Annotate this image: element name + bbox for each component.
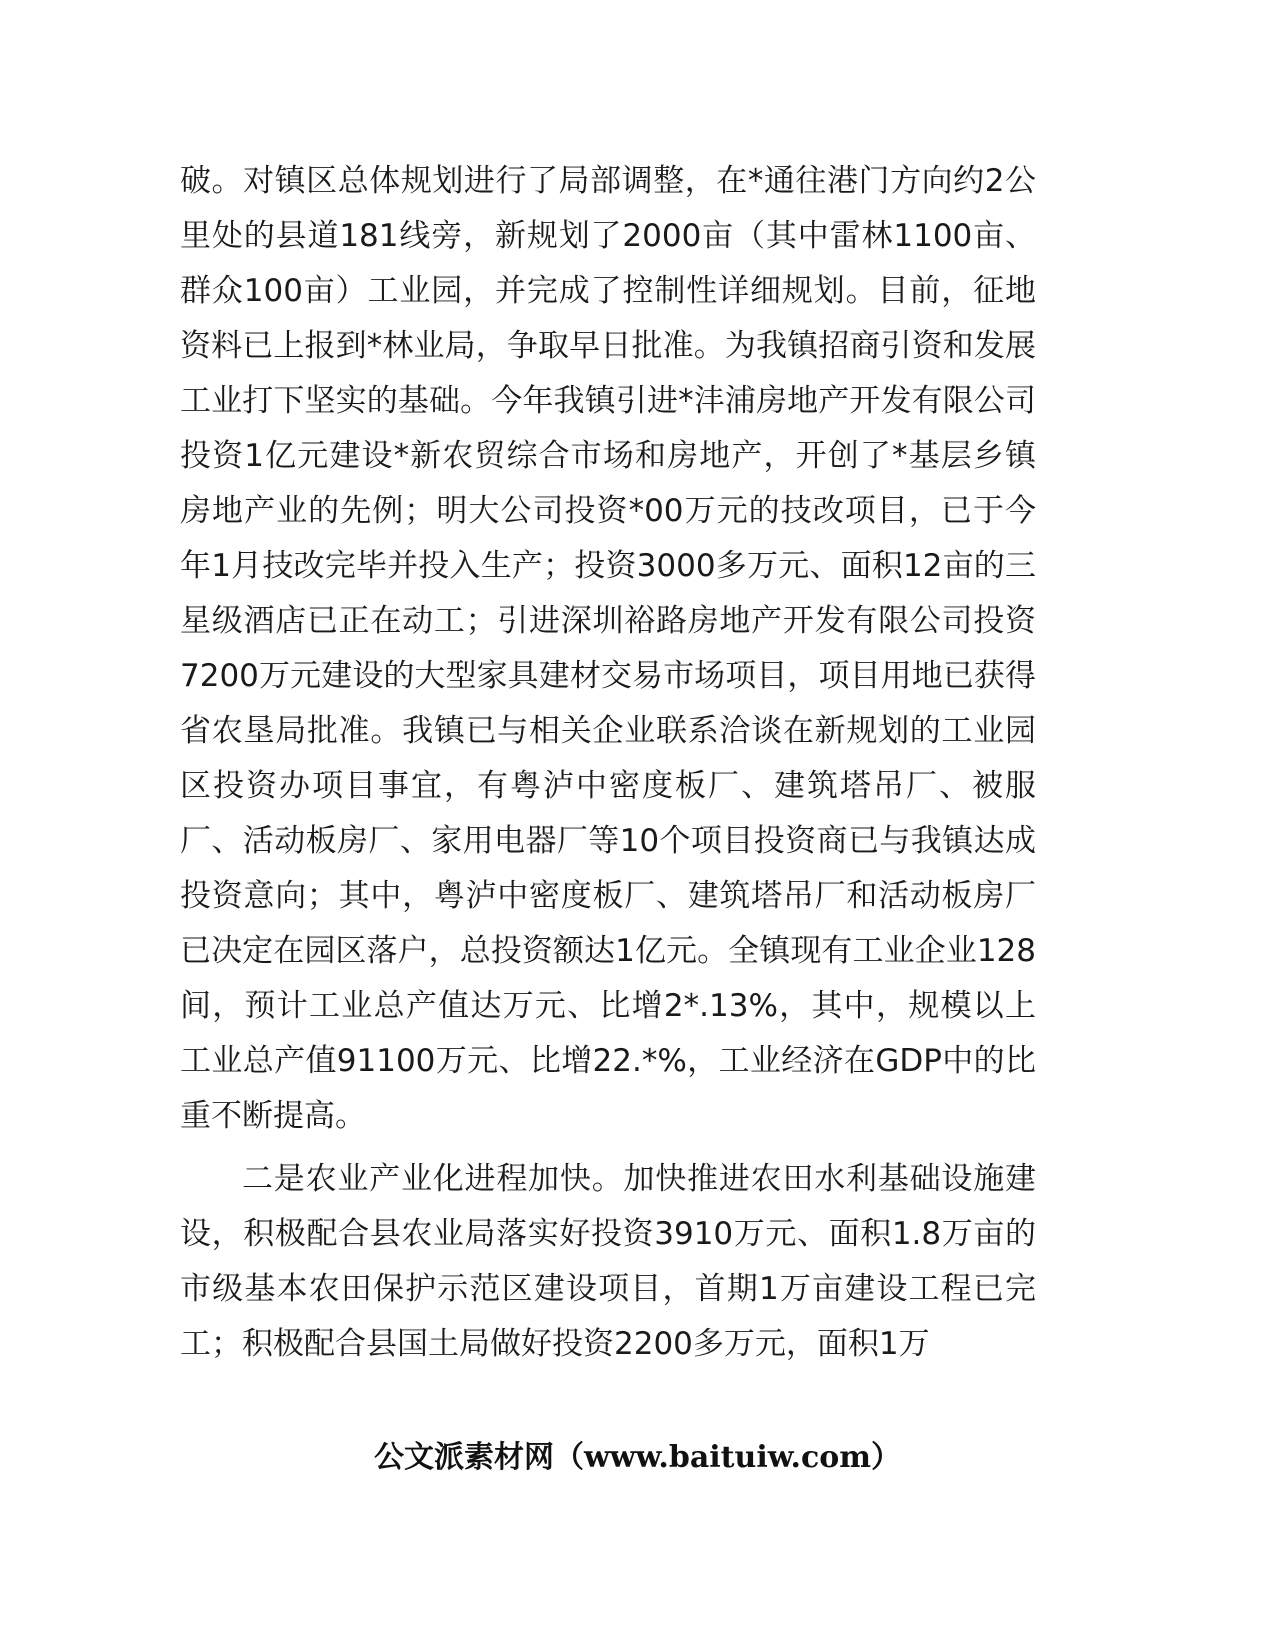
paragraph-continuation: 破。对镇区总体规划进行了局部调整，在*通往港门方向约2公里处的县道181线旁，新规划了2000亩（其中雷林1100亩、群众100亩）工业园，并完成了控制性详细规划。目前，征地资料已上报到*林业局，争取早日批准。为我镇招商引资和发展工业打下坚实的基础。今年我镇引进*沣浦房地产开发有限公司投资1亿元建设*新农贸综合市场和房地产，开创了*基层乡镇房地产业的先例；明大公司投资*00万元的技改项目，已于今年1月技改完毕并投入生产；投资3000多万元、面积12亩的三星级酒店已正在动工；引进深圳裕路房地产开发有限公司投资7200万元建设的大型家具建材交易市场项目，项目用地已获得省农垦局批准。我镇已与相关企业联系洽谈在新规划的工业园区投资办项目事宜，有粤泸中密度板厂、建筑塔吊厂、被服厂、活动板房厂、家用电器厂等10个项目投资商已与我镇达成投资意向；其中，粤泸中密度板厂、建筑塔吊厂和活动板房厂已决定在园区落户，总投资额达1亿元。全镇现有工业企业128间，预计工业总产值达万元、比增2*.13%，其中，规模以上工业总产值91100万元、比增22.*%，工业经济在GDP中的比重不断提高。 [180,163,1036,1134]
footer-watermark: 公文派素材网（www.baituiw.com） [373,1440,902,1475]
paragraph-agriculture: 二是农业产业化进程加快。加快推进农田水利基础设施建设，积极配合县农业局落实好投资3910万元、面积1.8万亩的市级基本农田保护示范区建设项目，首期1万亩建设工程已完工；积极配合县国土局做好投资2200多万元，面积1万 [180,1161,1036,1362]
document-body [180,154,1036,1372]
